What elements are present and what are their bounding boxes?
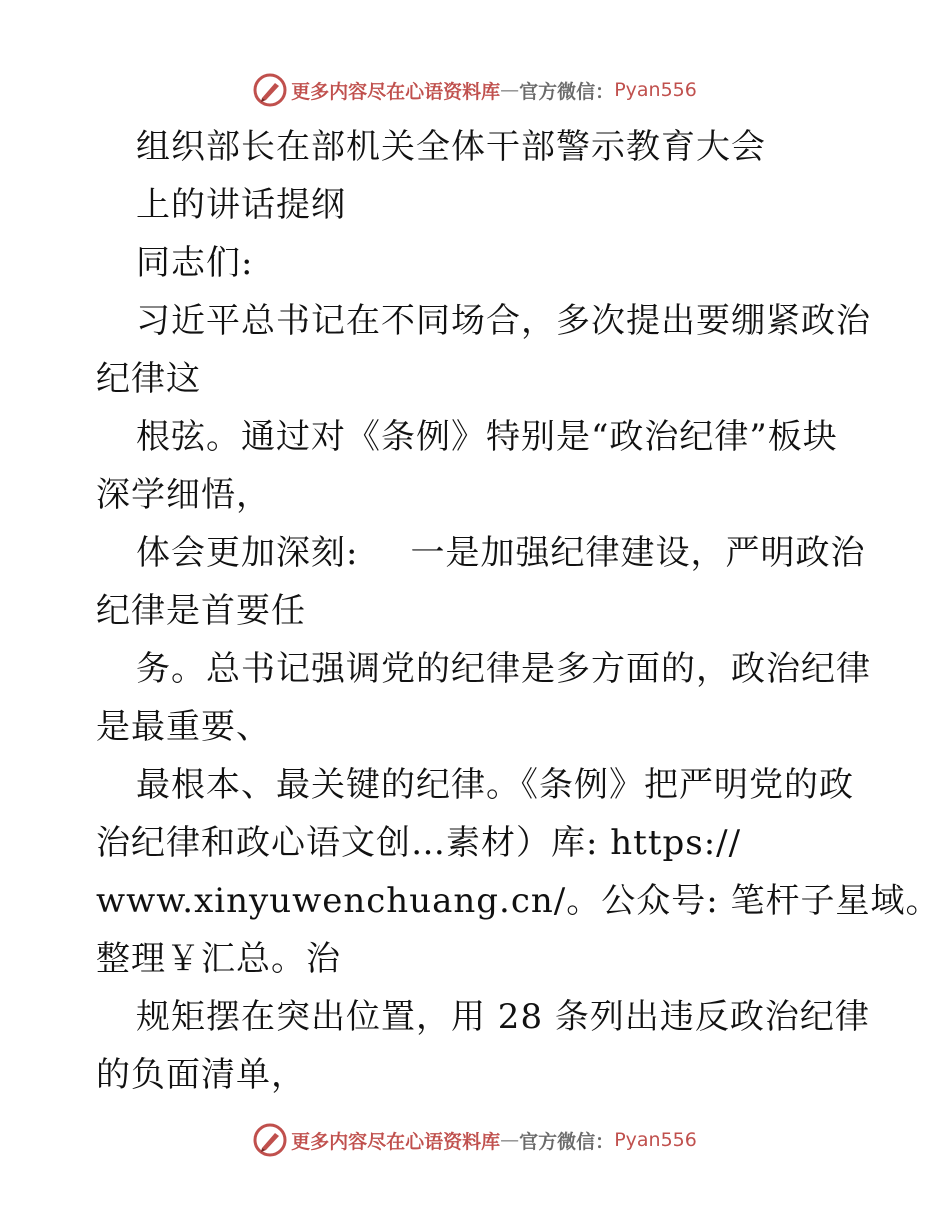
watermark-main-text: 更多内容尽在心语资料库 <box>291 80 501 103</box>
text-line: 习近平总书记在不同场合，多次提出要绷紧政治 <box>136 301 871 341</box>
pen-logo-icon <box>253 73 287 107</box>
text-line: www.xinyuwenchuang.cn/。公众号: 笔杆子星域。 <box>96 881 941 921</box>
text-line: 的负面清单， <box>96 1055 306 1095</box>
watermark-wechat-label: 官方微信： <box>519 1130 615 1153</box>
watermark-main-text: 更多内容尽在心语资料库 <box>291 1130 501 1153</box>
text-line: 根弦。通过对《条例》特别是“政治纪律”板块 <box>136 417 838 457</box>
pen-logo-icon <box>253 1123 287 1157</box>
text-line: 纪律是首要任 <box>96 591 306 631</box>
text-line <box>96 524 866 582</box>
text-line: 是最重要、 <box>96 707 271 747</box>
header-watermark <box>0 70 950 110</box>
text-line: 务。总书记强调党的纪律是多方面的，政治纪律 <box>136 649 871 689</box>
text-segment: 一是加强纪律建设，严明政治 <box>410 533 866 573</box>
document-title-line-1: 组织部长在部机关全体干部警示教育大会 <box>136 127 766 167</box>
text-line: 规矩摆在突出位置，用 28 条列出违反政治纪律 <box>136 997 870 1037</box>
footer-watermark <box>0 1120 950 1160</box>
text-segment: 体会更加深刻: <box>136 533 359 573</box>
watermark-dash: — <box>500 1129 520 1151</box>
watermark-wechat-id: Pyan556 <box>614 1129 697 1151</box>
watermark-wechat-id: Pyan556 <box>614 79 697 101</box>
text-line: 纪律这 <box>96 359 201 399</box>
text-line: 最根本、最关键的纪律。《条例》把严明党的政 <box>136 765 854 805</box>
text-line: 深学细悟， <box>96 475 271 515</box>
text-line: 整理￥汇总。治 <box>96 939 341 979</box>
document-body <box>96 118 941 1104</box>
watermark-dash: — <box>500 79 520 101</box>
document-title-line-2: 上的讲话提纲 <box>136 185 346 225</box>
salutation: 同志们: <box>136 243 254 283</box>
watermark-wechat-label: 官方微信： <box>519 80 615 103</box>
text-line: 治纪律和政心语文创…素材）库: https:// <box>96 823 742 863</box>
